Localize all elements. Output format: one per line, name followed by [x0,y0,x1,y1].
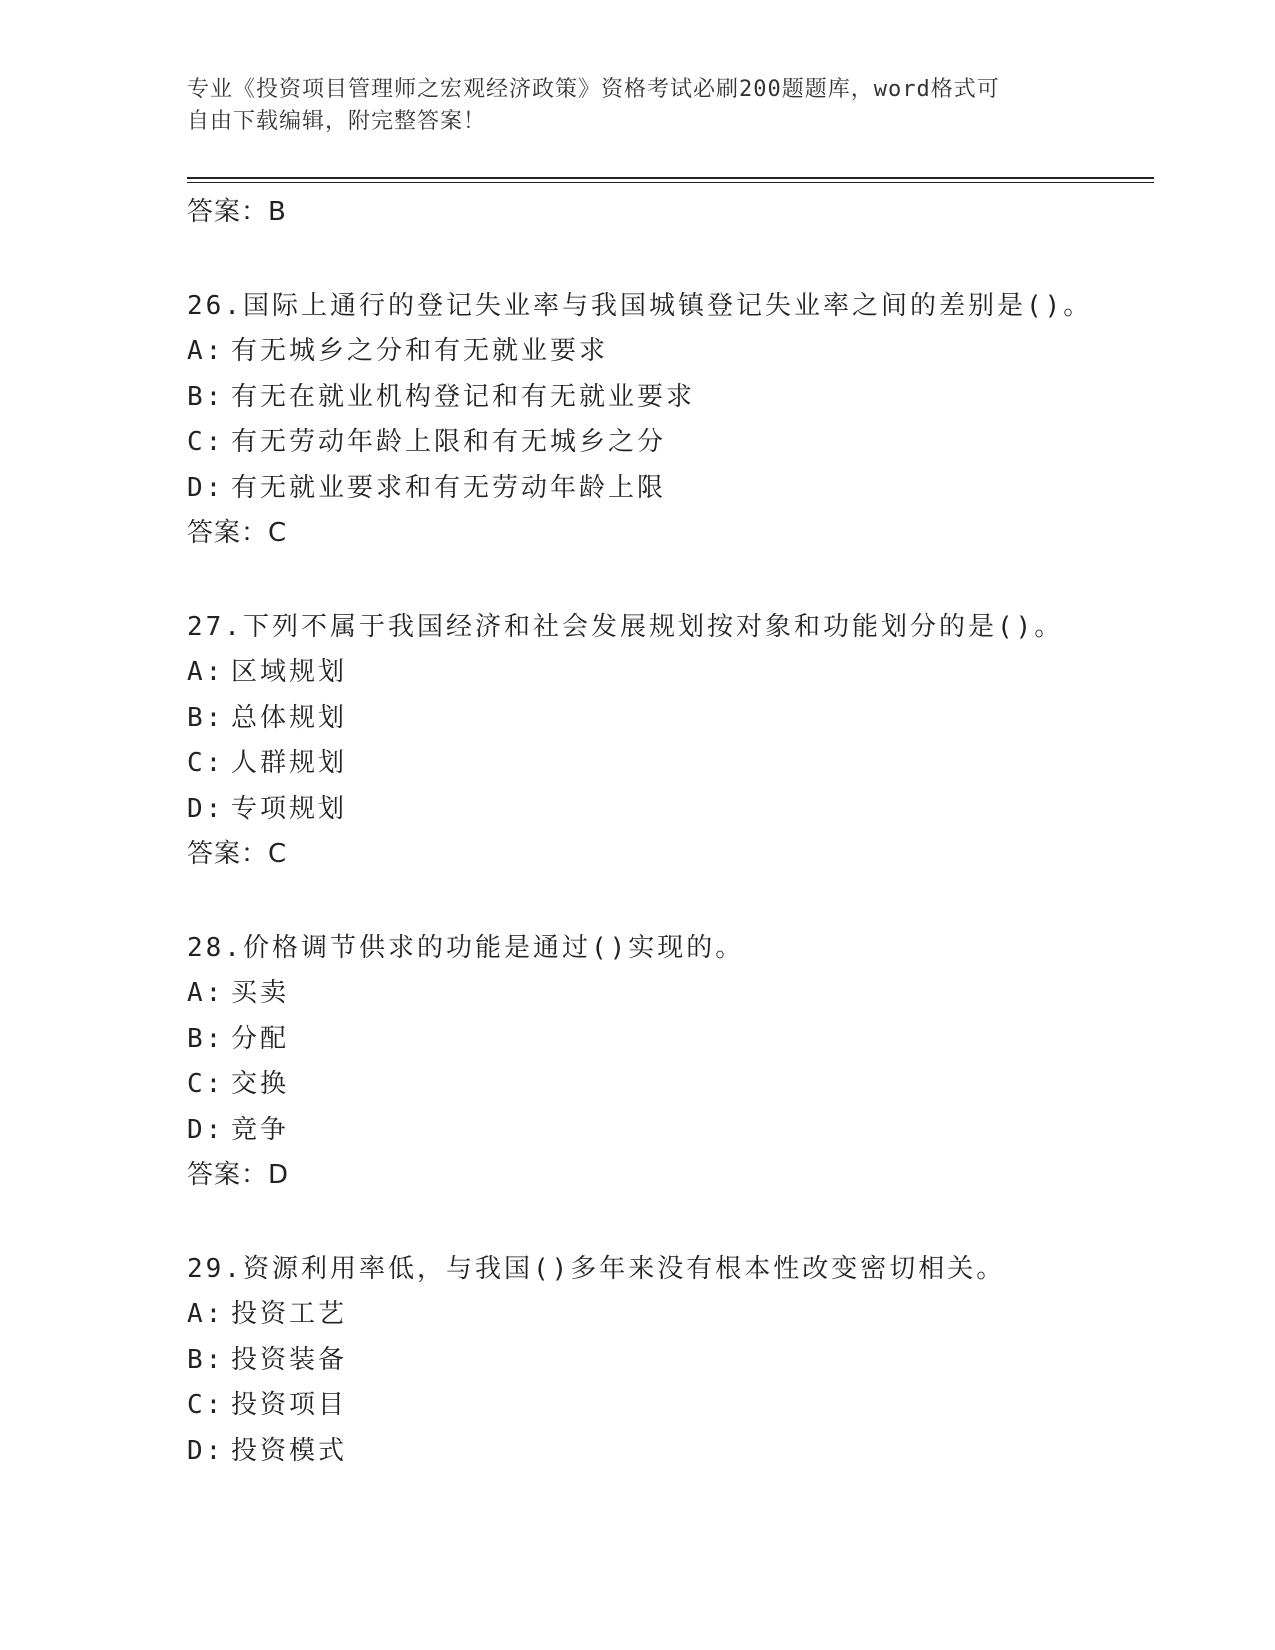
answer: 答案：D [187,1160,290,1190]
option-label: A: [187,1299,225,1329]
option-b [187,1017,1154,1063]
option-label: B: [187,1344,225,1375]
option-a [187,650,1154,696]
option-label: A: [187,336,225,366]
option-label: C: [187,748,225,778]
question-list [187,190,1154,1474]
question-26 [187,284,1154,557]
option-label: D: [187,472,225,503]
option-text: 分配 [231,1023,290,1054]
option-text: 总体规划 [231,702,348,733]
question-29 [187,1247,1154,1475]
option-text: 交换 [231,1069,290,1099]
option-text: 买卖 [231,978,290,1008]
option-text: 竞争 [231,1114,290,1145]
option-d [187,1108,1154,1154]
option-text: 投资工艺 [231,1299,348,1329]
question-27 [187,605,1154,878]
question-stem: 27.下列不属于我国经济和社会发展规划按对象和功能划分的是()。 [187,611,1064,642]
option-label: B: [187,702,225,733]
answer: 答案：C [187,518,288,548]
option-a [187,1292,1154,1338]
option-label: B: [187,381,225,412]
option-text: 有无城乡之分和有无就业要求 [231,336,609,366]
option-a [187,329,1154,375]
option-c [187,741,1154,787]
option-text: 区域规划 [231,657,348,687]
option-text: 有无在就业机构登记和有无就业要求 [231,381,696,412]
option-c [187,420,1154,466]
option-label: D: [187,793,225,824]
question-stem: 29.资源利用率低，与我国()多年来没有根本性改变密切相关。 [187,1253,1006,1284]
option-d [187,787,1154,833]
header-title-line-1: 专业《投资项目管理师之宏观经济政策》资格考试必刷200题题库，word格式可 [187,77,1000,102]
previous-answer: 答案：B [187,197,287,227]
option-label: C: [187,1069,225,1099]
option-d [187,466,1154,512]
option-label: D: [187,1114,225,1145]
option-text: 人群规划 [231,748,348,778]
option-c [187,1062,1154,1108]
option-c [187,1383,1154,1429]
option-b [187,375,1154,421]
header-title-line-2: 自由下载编辑，附完整答案！ [187,109,487,134]
option-label: A: [187,657,225,687]
option-text: 有无就业要求和有无劳动年龄上限 [231,472,667,503]
option-text: 有无劳动年龄上限和有无城乡之分 [231,427,667,457]
document-header [187,74,1067,138]
option-text: 投资模式 [231,1435,348,1466]
option-label: A: [187,978,225,1008]
question-28 [187,926,1154,1199]
option-text: 投资装备 [231,1344,348,1375]
option-label: B: [187,1023,225,1054]
option-label: D: [187,1435,225,1466]
option-text: 投资项目 [231,1390,348,1420]
option-text: 专项规划 [231,793,348,824]
option-b [187,1338,1154,1384]
option-d [187,1429,1154,1475]
question-stem: 28.价格调节供求的功能是通过()实现的。 [187,932,745,963]
option-label: C: [187,427,225,457]
option-label: C: [187,1390,225,1420]
answer: 答案：C [187,839,288,869]
question-stem: 26.国际上通行的登记失业率与我国城镇登记失业率之间的差别是()。 [187,290,1093,321]
option-b [187,696,1154,742]
option-a [187,971,1154,1017]
header-divider [187,177,1154,183]
